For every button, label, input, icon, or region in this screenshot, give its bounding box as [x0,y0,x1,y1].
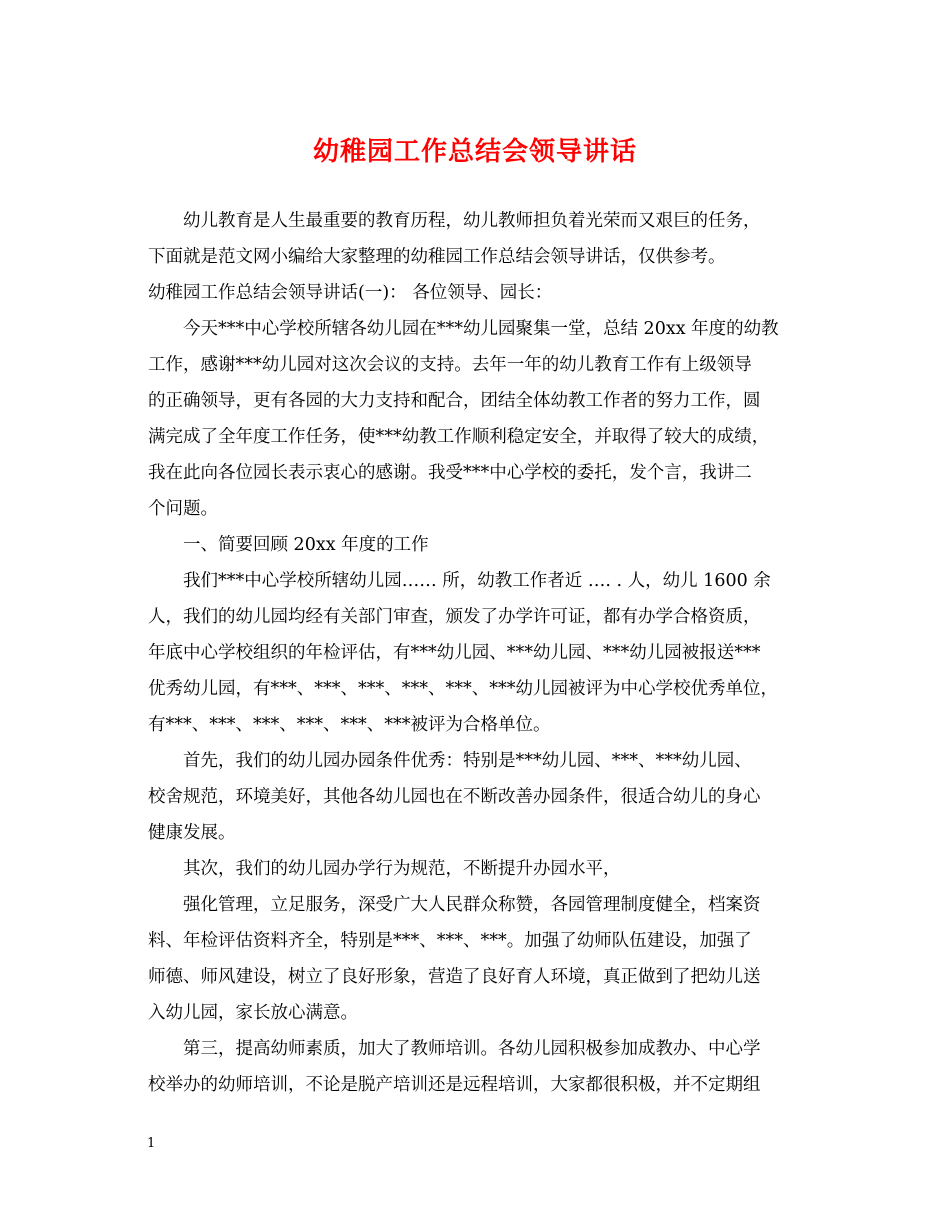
body-line: 一、简要回顾 20xx 年度的工作 [183,535,429,555]
body-line: 健康发展。 [148,823,236,843]
body-line: 幼儿教育是人生最重要的教育历程，幼儿教师担负着光荣而又艰巨的任务， [183,211,761,231]
body-line: 的正确领导，更有各园的大力支持和配合，团结全体幼教工作者的努力工作，圆 [148,391,761,411]
page-number: 1 [147,1136,156,1151]
body-line: 下面就是范文网小编给大家整理的幼稚园工作总结会领导讲话，仅供参考。 [148,247,726,267]
body-line: 有***、***、***、***、***、***被评为合格单位。 [148,715,551,735]
body-line: 我在此向各位园长表示衷心的感谢。我受***中心学校的委托，发个言，我讲二 [148,463,752,483]
body-line: 强化管理，立足服务，深受广大人民群众称赞，各园管理制度健全，档案资 [183,895,761,915]
document-title: 幼稚园工作总结会领导讲话 [312,137,637,167]
body-line: 我们***中心学校所辖幼儿园…… 所，幼教工作者近 …. . 人，幼儿 1600 余 [183,571,771,591]
body-line: 满完成了全年度工作任务，使***幼教工作顺利稳定安全，并取得了较大的成绩， [148,427,770,447]
body-line: 工作，感谢***幼儿园对这次会议的支持。去年一年的幼儿教育工作有上级领导 [148,355,752,375]
document-body [148,203,808,1103]
body-line: 入幼儿园，家长放心满意。 [148,1003,358,1023]
body-line: 人，我们的幼儿园均经有关部门审查，颁发了办学许可证，都有办学合格资质， [148,607,761,627]
body-line: 校举办的幼师培训，不论是脱产培训还是远程培训，大家都很积极，并不定期组 [148,1075,761,1095]
body-line: 师德、师风建设，树立了良好形象，营造了良好育人环境，真正做到了把幼儿送 [148,967,761,987]
body-line: 其次，我们的幼儿园办学行为规范，不断提升办园水平， [183,859,621,879]
body-line: 个问题。 [148,499,218,519]
body-line: 幼稚园工作总结会领导讲话(一)： 各位领导、园长： [148,283,553,303]
body-line: 年底中心学校组织的年检评估，有***幼儿园、***幼儿园、***幼儿园被报送*** [148,643,761,663]
body-line: 第三，提高幼师素质，加大了教师培训。各幼儿园积极参加成教办、中心学 [183,1039,761,1059]
body-line: 校舍规范，环境美好，其他各幼儿园也在不断改善办园条件，很适合幼儿的身心 [148,787,761,807]
body-line: 优秀幼儿园，有***、***、***、***、***、***幼儿园被评为中心学校优秀单位， [148,679,778,699]
body-line: 料、年检评估资料齐全，特别是***、***、***。加强了幼师队伍建设，加强了 [148,931,752,951]
body-line: 首先，我们的幼儿园办园条件优秀：特别是***幼儿园、***、***幼儿园、 [183,751,752,771]
body-line: 今天***中心学校所辖各幼儿园在***幼儿园聚集一堂，总结 20xx 年度的幼教 [183,319,779,339]
